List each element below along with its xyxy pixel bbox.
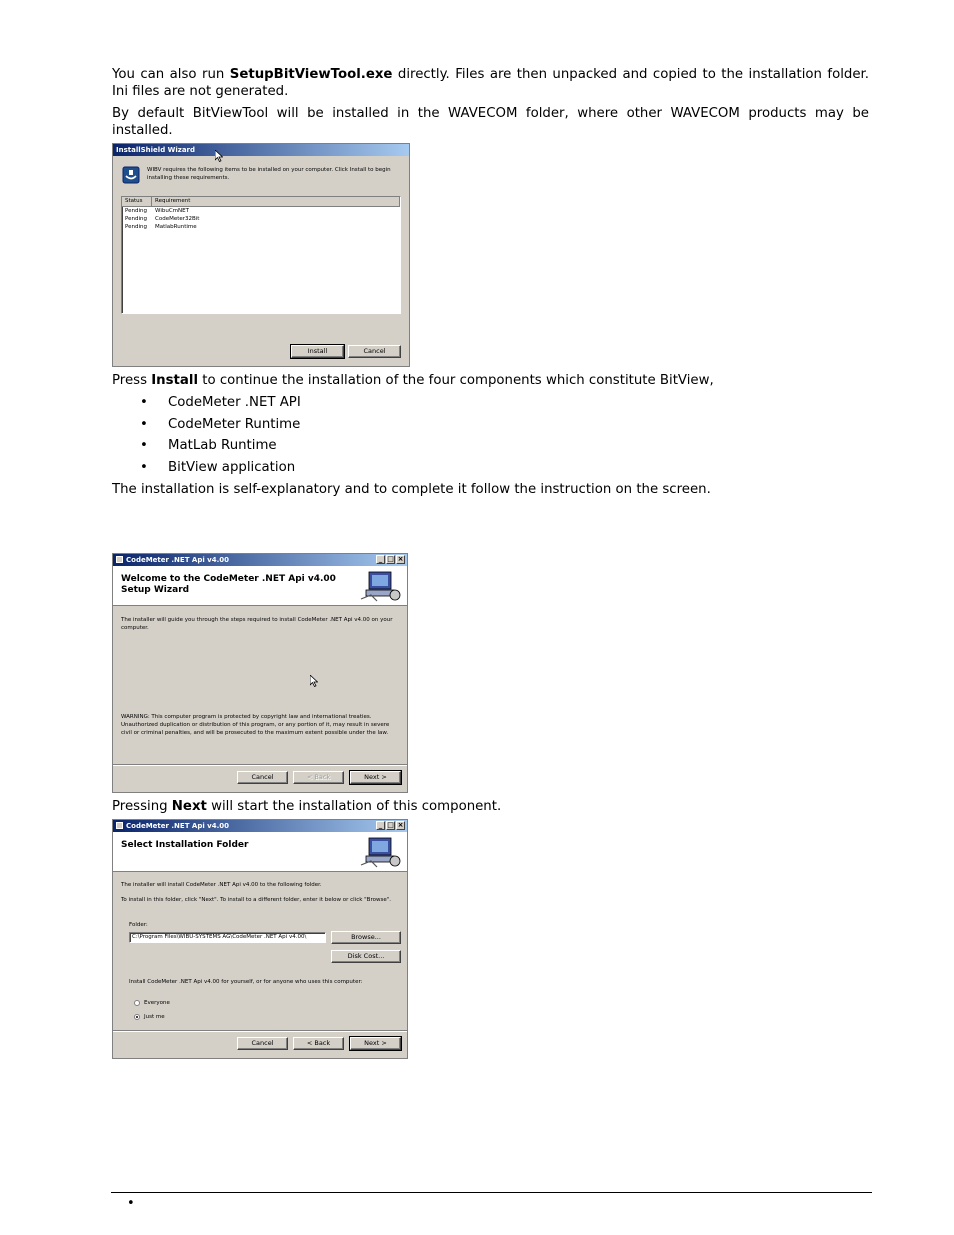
requirements-list[interactable] [121, 196, 401, 314]
wizard-intro: The installer will guide you through the steps required to install CodeMeter .NET Api v4.00 on your computer. [121, 617, 393, 631]
text-run: Pressing [112, 799, 172, 814]
list-item: • CodeMeter Runtime [112, 414, 301, 436]
just-me-label[interactable]: Just me [144, 1014, 165, 1020]
back-button[interactable]: < Back [293, 1037, 344, 1050]
copyright-warning: WARNING: This computer program is protected by copyright law and international treaties. Unauthorized duplication or distribution of this program, or any portion of it, may result in severe civil or criminal penalties, and will be prosecuted to the maximum extent possible under the law. [121, 714, 390, 736]
text-run: You can also run [112, 67, 230, 82]
app-icon [116, 556, 123, 563]
back-button[interactable]: < Back [293, 771, 344, 784]
folder-label: Folder: [129, 922, 148, 928]
dialog-title: InstallShield Wizard [116, 146, 196, 154]
close-icon[interactable]: × [397, 555, 404, 563]
list-item: • CodeMeter .NET API [112, 392, 301, 414]
setup-computer-icon [359, 835, 403, 869]
list-item[interactable] [122, 215, 400, 223]
cancel-button[interactable]: Cancel [348, 345, 401, 358]
installshield-wizard-dialog [112, 143, 410, 367]
close-icon[interactable]: × [397, 821, 404, 829]
text-run: to continue the installation of the four components which constitute BitView, [198, 373, 714, 388]
text-run: will start the installation of this component. [206, 799, 502, 814]
list-item: • MatLab Runtime [112, 435, 301, 457]
wizard-heading: Select Installation Folder [121, 840, 249, 850]
next-button[interactable]: Next > [350, 771, 401, 784]
paragraph-press-install [112, 372, 869, 389]
app-icon [116, 822, 123, 829]
wizard-banner [113, 566, 407, 606]
install-keyword: Install [151, 373, 199, 388]
row-requirement: MatlabRuntime [155, 224, 197, 230]
folder-info-line2: To install in this folder, click "Next". To install to a different folder, enter it below or click "Browse". [121, 897, 391, 903]
folder-path-input[interactable]: C:\Program Files\WIBU-SYSTEMS AG\CodeMeter .NET Api v4.00\ [129, 932, 326, 943]
row-requirement: WibuCmNET [155, 208, 189, 214]
browse-button[interactable]: Browse... [331, 931, 401, 944]
footer-bullet: • [127, 1196, 135, 1211]
cancel-button[interactable]: Cancel [237, 771, 288, 784]
install-button[interactable]: Install [291, 345, 344, 358]
mouse-cursor-icon [215, 150, 223, 162]
codemeter-welcome-dialog [112, 553, 408, 793]
column-header-requirement[interactable]: Requirement [152, 197, 400, 206]
disk-cost-button[interactable]: Disk Cost... [331, 950, 401, 963]
maximize-icon[interactable]: □ [387, 555, 394, 563]
just-me-radio[interactable] [134, 1014, 140, 1020]
paragraph-self-explanatory: The installation is self-explanatory and to complete it follow the instruction on the screen. [112, 482, 711, 497]
mouse-cursor-icon [310, 675, 318, 687]
maximize-icon[interactable]: □ [387, 821, 394, 829]
wizard-banner [113, 832, 407, 872]
row-requirement: CodeMeter32Bit [155, 216, 200, 222]
dialog-title: CodeMeter .NET Api v4.00 [126, 822, 230, 830]
footer-divider [113, 764, 407, 766]
footer-divider [113, 1030, 407, 1032]
setup-computer-icon [359, 569, 403, 603]
components-list [112, 392, 301, 479]
everyone-radio[interactable] [134, 1000, 140, 1006]
setup-exe-name: SetupBitViewTool.exe [229, 67, 393, 82]
next-keyword: Next [171, 799, 207, 814]
text-run: Press [112, 373, 152, 388]
text-run: directly. Files are then unpacked and copied to the installation folder. Ini files are not generated. [112, 67, 869, 99]
minimize-icon[interactable]: _ [376, 821, 385, 830]
everyone-label[interactable]: Everyone [144, 1000, 170, 1006]
column-header-status[interactable]: Status [122, 197, 152, 206]
row-status: Pending [125, 216, 147, 222]
install-for-label: Install CodeMeter .NET Api v4.00 for yourself, or for anyone who uses this computer: [129, 979, 363, 985]
footer-rule [111, 1192, 872, 1193]
paragraph-run-setup [112, 66, 869, 100]
row-status: Pending [125, 224, 147, 230]
minimize-icon[interactable]: _ [376, 555, 385, 564]
installer-icon [122, 166, 140, 184]
next-button[interactable]: Next > [350, 1037, 401, 1050]
dialog-titlebar [113, 554, 407, 566]
dialog-title: CodeMeter .NET Api v4.00 [126, 556, 230, 564]
requirements-message: WIBV requires the following items to be installed on your computer. Click Install to begin installing these requirements. [147, 167, 391, 181]
paragraph-default-folder: By default BitViewTool will be installed in the WAVECOM folder, where other WAVECOM products may be installed. [112, 106, 869, 138]
dialog-titlebar [113, 144, 409, 156]
folder-info-line1: The installer will install CodeMeter .NET Api v4.00 to the following folder. [121, 882, 322, 888]
row-status: Pending [125, 208, 147, 214]
list-item[interactable] [122, 223, 400, 231]
list-item[interactable] [122, 207, 400, 215]
list-item: • BitView application [112, 457, 301, 479]
cancel-button[interactable]: Cancel [237, 1037, 288, 1050]
paragraph-pressing-next [112, 798, 869, 815]
codemeter-folder-dialog [112, 819, 408, 1059]
dialog-titlebar [113, 820, 407, 832]
wizard-heading: Welcome to the CodeMeter .NET Api v4.00 Setup Wizard [121, 574, 336, 595]
